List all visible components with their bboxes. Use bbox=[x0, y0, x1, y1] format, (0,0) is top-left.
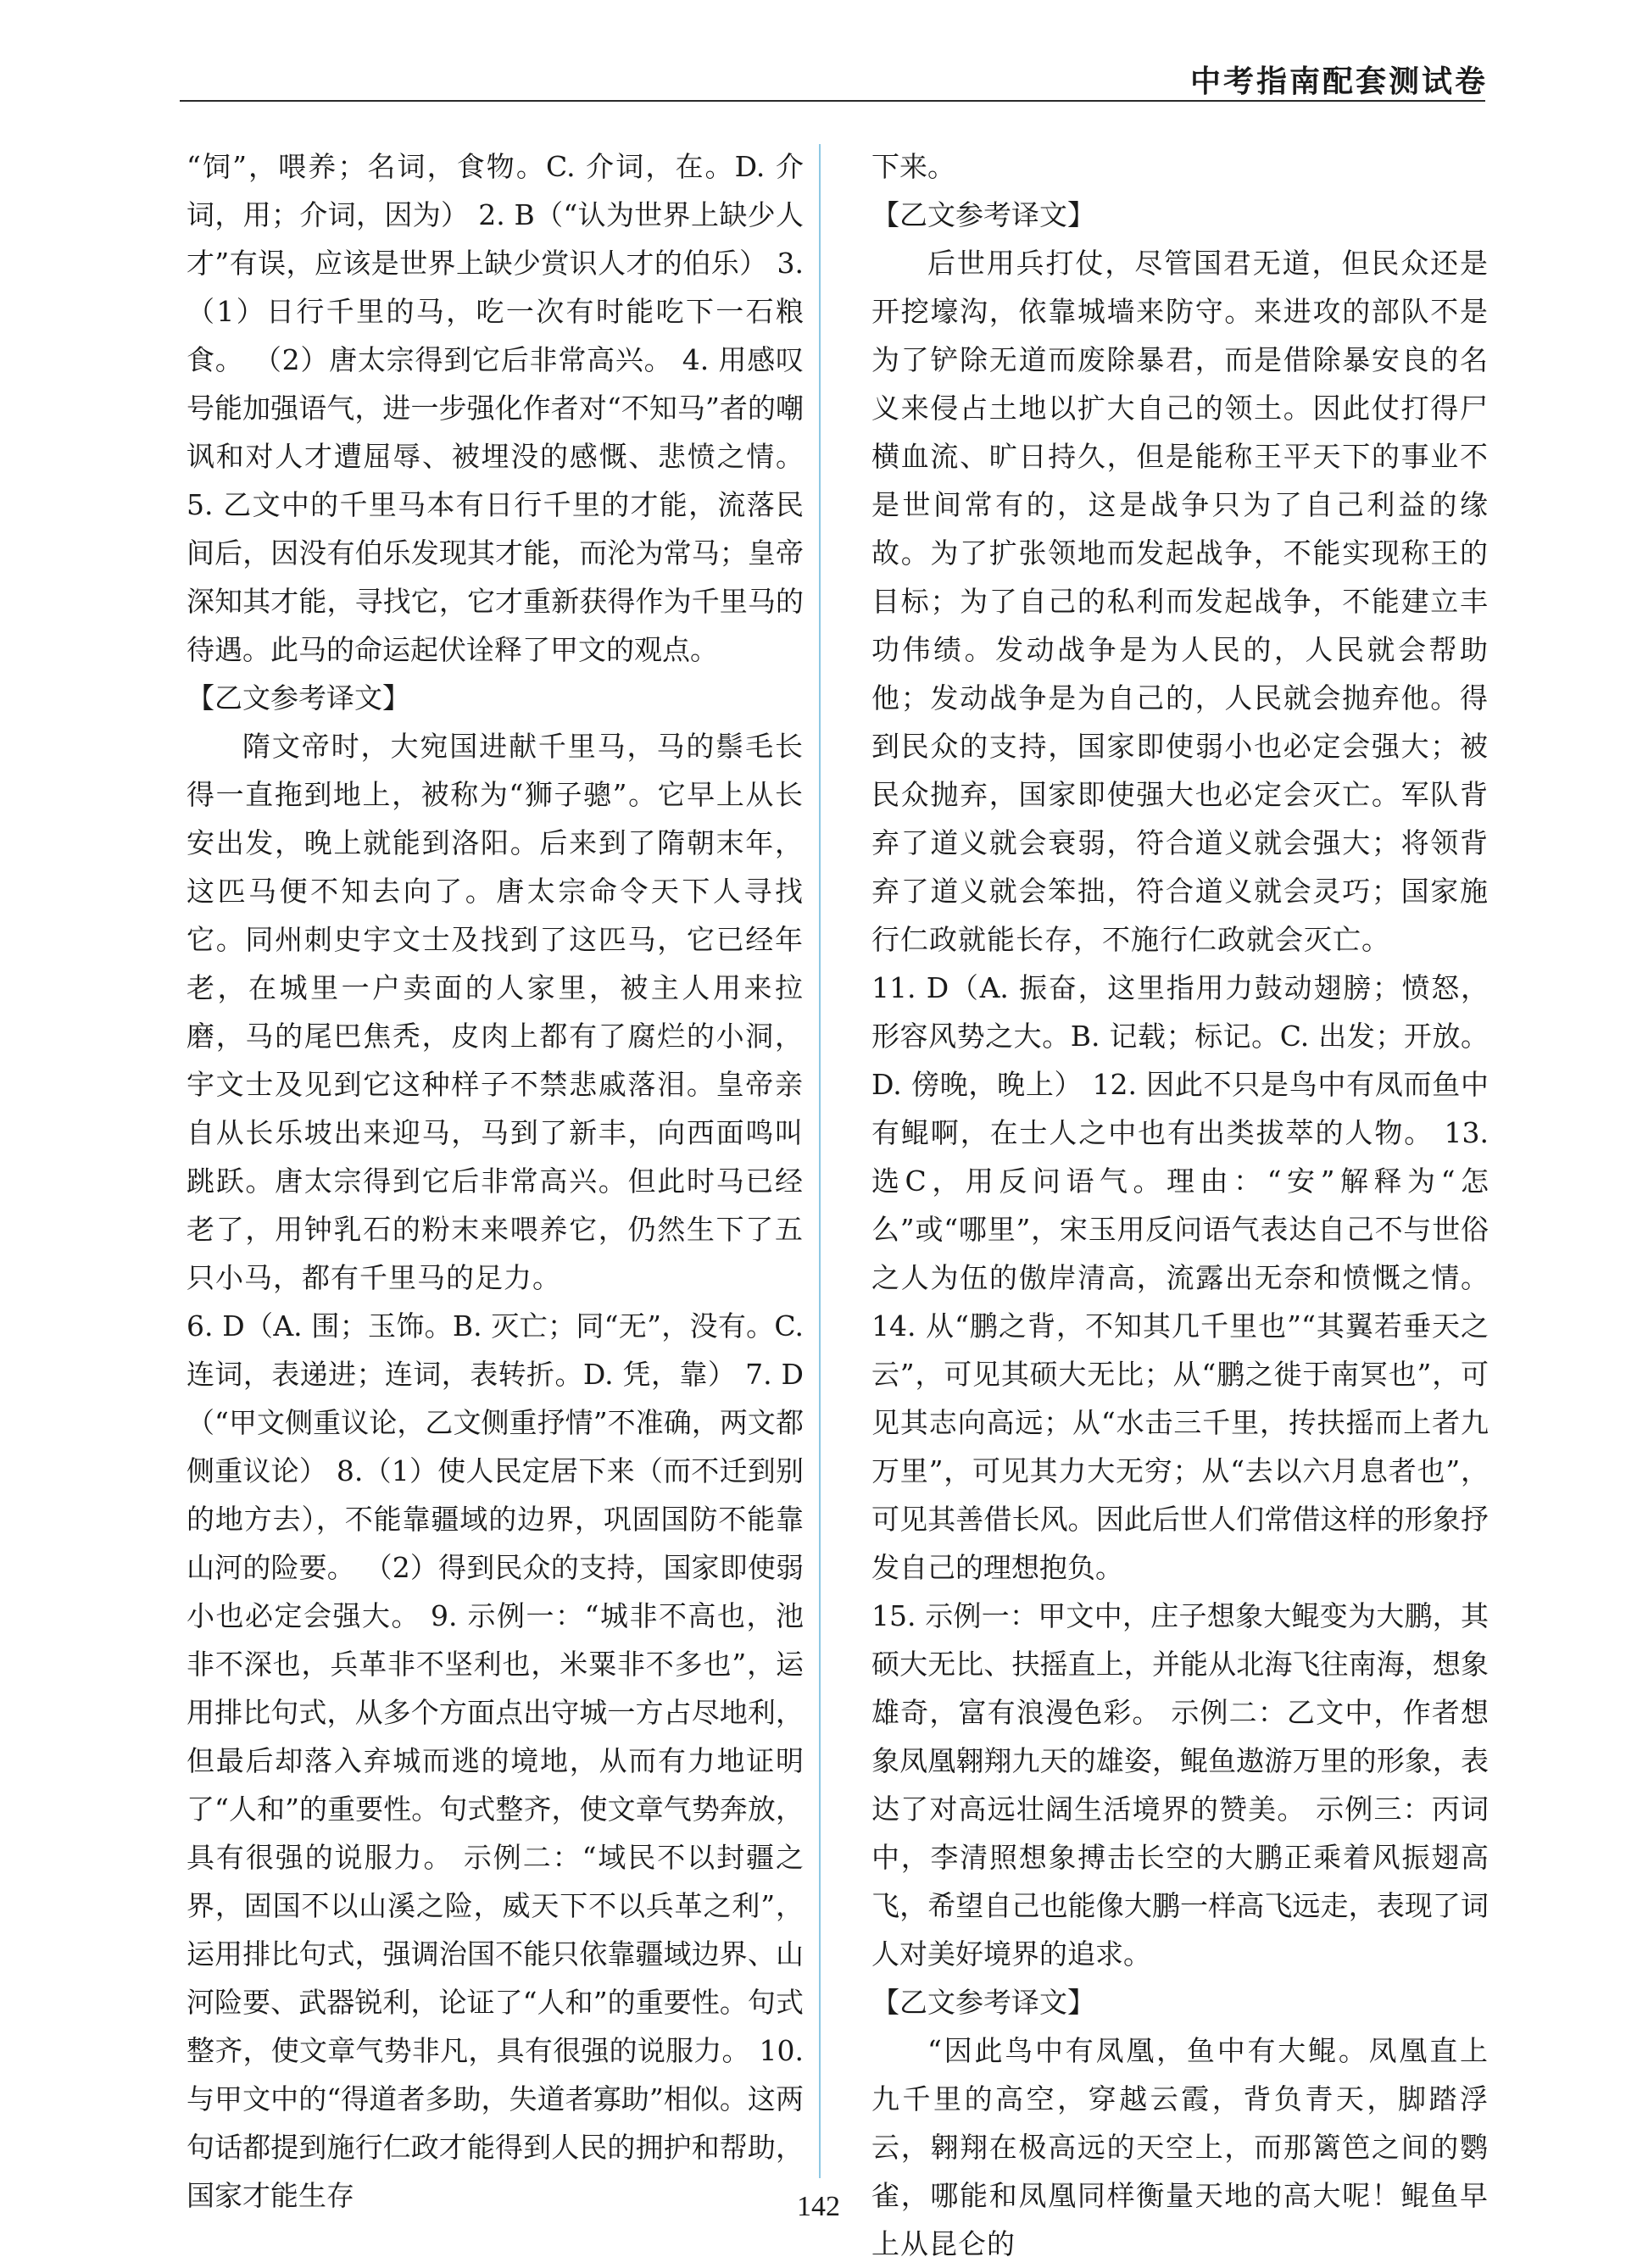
section-heading-translation: 【乙文参考译文】 bbox=[871, 198, 1095, 231]
left-column bbox=[187, 142, 804, 2220]
answer-block-15: 15. 示例一：甲文中，庄子想象大鲲变为大鹏，其硕大无比、扶摇直上，并能从北海飞往南海，想象雄奇，富有浪漫色彩。 示例二：乙文中，作者想象凤凰翱翔九天的雄姿，鲲鱼遨游万里的形象，表达了对高远壮阔生活境界的赞美。 示例三：丙词中，李清照想象搏击长空的大鹏正乘着风振翅高飞，希望自己也能像大鹏一样高飞远走，表现了词人对美好境界的追求。 bbox=[871, 1599, 1489, 1971]
translation-paragraph: 隋文帝时，大宛国进献千里马，马的鬃毛长得一直拖到地上，被称为“狮子骢”。它早上从长安出发，晚上就能到洛阳。后来到了隋朝末年，这匹马便不知去向了。唐太宗命令天下人寻找它。同州刺史宇文士及找到了这匹马，它已经年老，在城里一户卖面的人家里，被主人用来拉磨，马的尾巴焦秃，皮肉上都有了腐烂的小洞，宇文士及见到它这种样子不禁悲戚落泪。皇帝亲自从长乐坡出来迎马，马到了新丰，向西面鸣叫跳跃。唐太宗得到它后非常高兴。但此时马已经老了，用钟乳石的粉末来喂养它，仍然生下了五只小马，都有千里马的足力。 bbox=[187, 730, 804, 1294]
answer-block-11-14: 11. D（A. 振奋，这里指用力鼓动翅膀；愤怒，形容风势之大。B. 记载；标记。C. 出发；开放。D. 傍晚，晚上） 12. 因此不只是鸟中有凤而鱼中有鲲啊，在士人之中也有出类拔萃的人物。 13. 选C，用反问语气。理由：“安”解释为“怎么”或“哪里”，宋玉用反问语气表达自己不与世俗之人为伍的傲岸清高，流露出无奈和愤慨之情。 14. 从“鹏之背，不知其几千里也”“其翼若垂天之云”，可见其硕大无比；从“鹏之徙于南冥也”，可见其志向高远；从“水击三千里，抟扶摇而上者九万里”，可见其力大无穷；从“去以六月息者也”，可见其善借长风。因此后世人们常借这样的形象抒发自己的理想抱负。 bbox=[871, 971, 1489, 1584]
section-heading-translation: 【乙文参考译文】 bbox=[187, 681, 410, 714]
answer-block-6-10: 6. D（A. 围；玉饰。B. 灭亡；同“无”，没有。C. 连词，表递进；连词，表转折。D. 凭，靠） 7. D（“甲文侧重议论，乙文侧重抒情”不准确，两文都侧重议论） 8.（1）使人民定居下来（而不迁到别的地方去），不能靠疆域的边界，巩固国防不能靠山河的险要。 （2）得到民众的支持，国家即使弱小也必定会强大。 9. 示例一：“城非不高也，池非不深也，兵革非不坚利也，米粟非不多也”，运用排比句式，从多个方面点出守城一方占尽地利，但最后却落入弃城而逃的境地，从而有力地证明了“人和”的重要性。句式整齐，使文章气势奔放，具有很强的说服力。 示例二：“域民不以封疆之界，固国不以山溪之险，威天下不以兵革之利”，运用排比句式，强调治国不能只依靠疆域边界、山河险要、武器锐利，论证了“人和”的重要性。句式整齐，使文章气势非凡，具有很强的说服力。 10. 与甲文中的“得道者多助，失道者寡助”相似。这两句话都提到施行仁政才能得到人民的拥护和帮助，国家才能生存 bbox=[187, 1309, 804, 2212]
continued-text: 下来。 bbox=[871, 150, 955, 183]
answer-block-1-5: “饲”，喂养；名词，食物。C. 介词，在。D. 介词，用；介词，因为） 2. B（“认为世界上缺少人才”有误，应该是世界上缺少赏识人才的伯乐） 3.（1）日行千里的马，吃一次有时能吃下一石粮食。 （2）唐太宗得到它后非常高兴。 4. 用感叹号能加强语气，进一步强化作者对“不知马”者的嘲讽和对人才遭屈辱、被埋没的感慨、悲愤之情。 5. 乙文中的千里马本有日行千里的才能，流落民间后，因没有伯乐发现其才能，而沦为常马；皇帝深知其才能，寻找它，它才重新获得作为千里马的待遇。此马的命运起伏诠释了甲文的观点。 bbox=[187, 150, 804, 666]
page-header-title: 中考指南配套测试卷 bbox=[1189, 64, 1488, 99]
translation-paragraph: 后世用兵打仗，尽管国君无道，但民众还是开挖壕沟，依靠城墙来防守。来进攻的部队不是为了铲除无道而废除暴君，而是借除暴安良的名义来侵占土地以扩大自己的领土。因此仗打得尸横血流、旷日持久，但是能称王平天下的事业不是世间常有的，这是战争只为了自己利益的缘故。为了扩张领地而发起战争，不能实现称王的目标；为了自己的私利而发起战争，不能建立丰功伟绩。发动战争是为人民的，人民就会帮助他；发动战争是为自己的，人民就会抛弃他。得到民众的支持，国家即使弱小也必定会强大；被民众抛弃，国家即使强大也必定会灭亡。军队背弃了道义就会衰弱，符合道义就会强大；将领背弃了道义就会笨拙，符合道义就会灵巧；国家施行仁政就能长存，不施行仁政就会灭亡。 bbox=[871, 247, 1489, 956]
right-column bbox=[871, 142, 1489, 2268]
header-rule bbox=[180, 100, 1485, 102]
column-divider bbox=[819, 144, 821, 2178]
translation-paragraph: “因此鸟中有凤凰，鱼中有大鲲。凤凰直上九千里的高空，穿越云霞，背负青天，脚踏浮云，翱翔在极高远的天空上，而那篱笆之间的鹦雀，哪能和凤凰同样衡量天地的高大呢！鲲鱼早上从昆仑的 bbox=[871, 2034, 1489, 2260]
section-heading-translation: 【乙文参考译文】 bbox=[871, 1986, 1095, 2019]
page-number: 142 bbox=[797, 2191, 840, 2222]
